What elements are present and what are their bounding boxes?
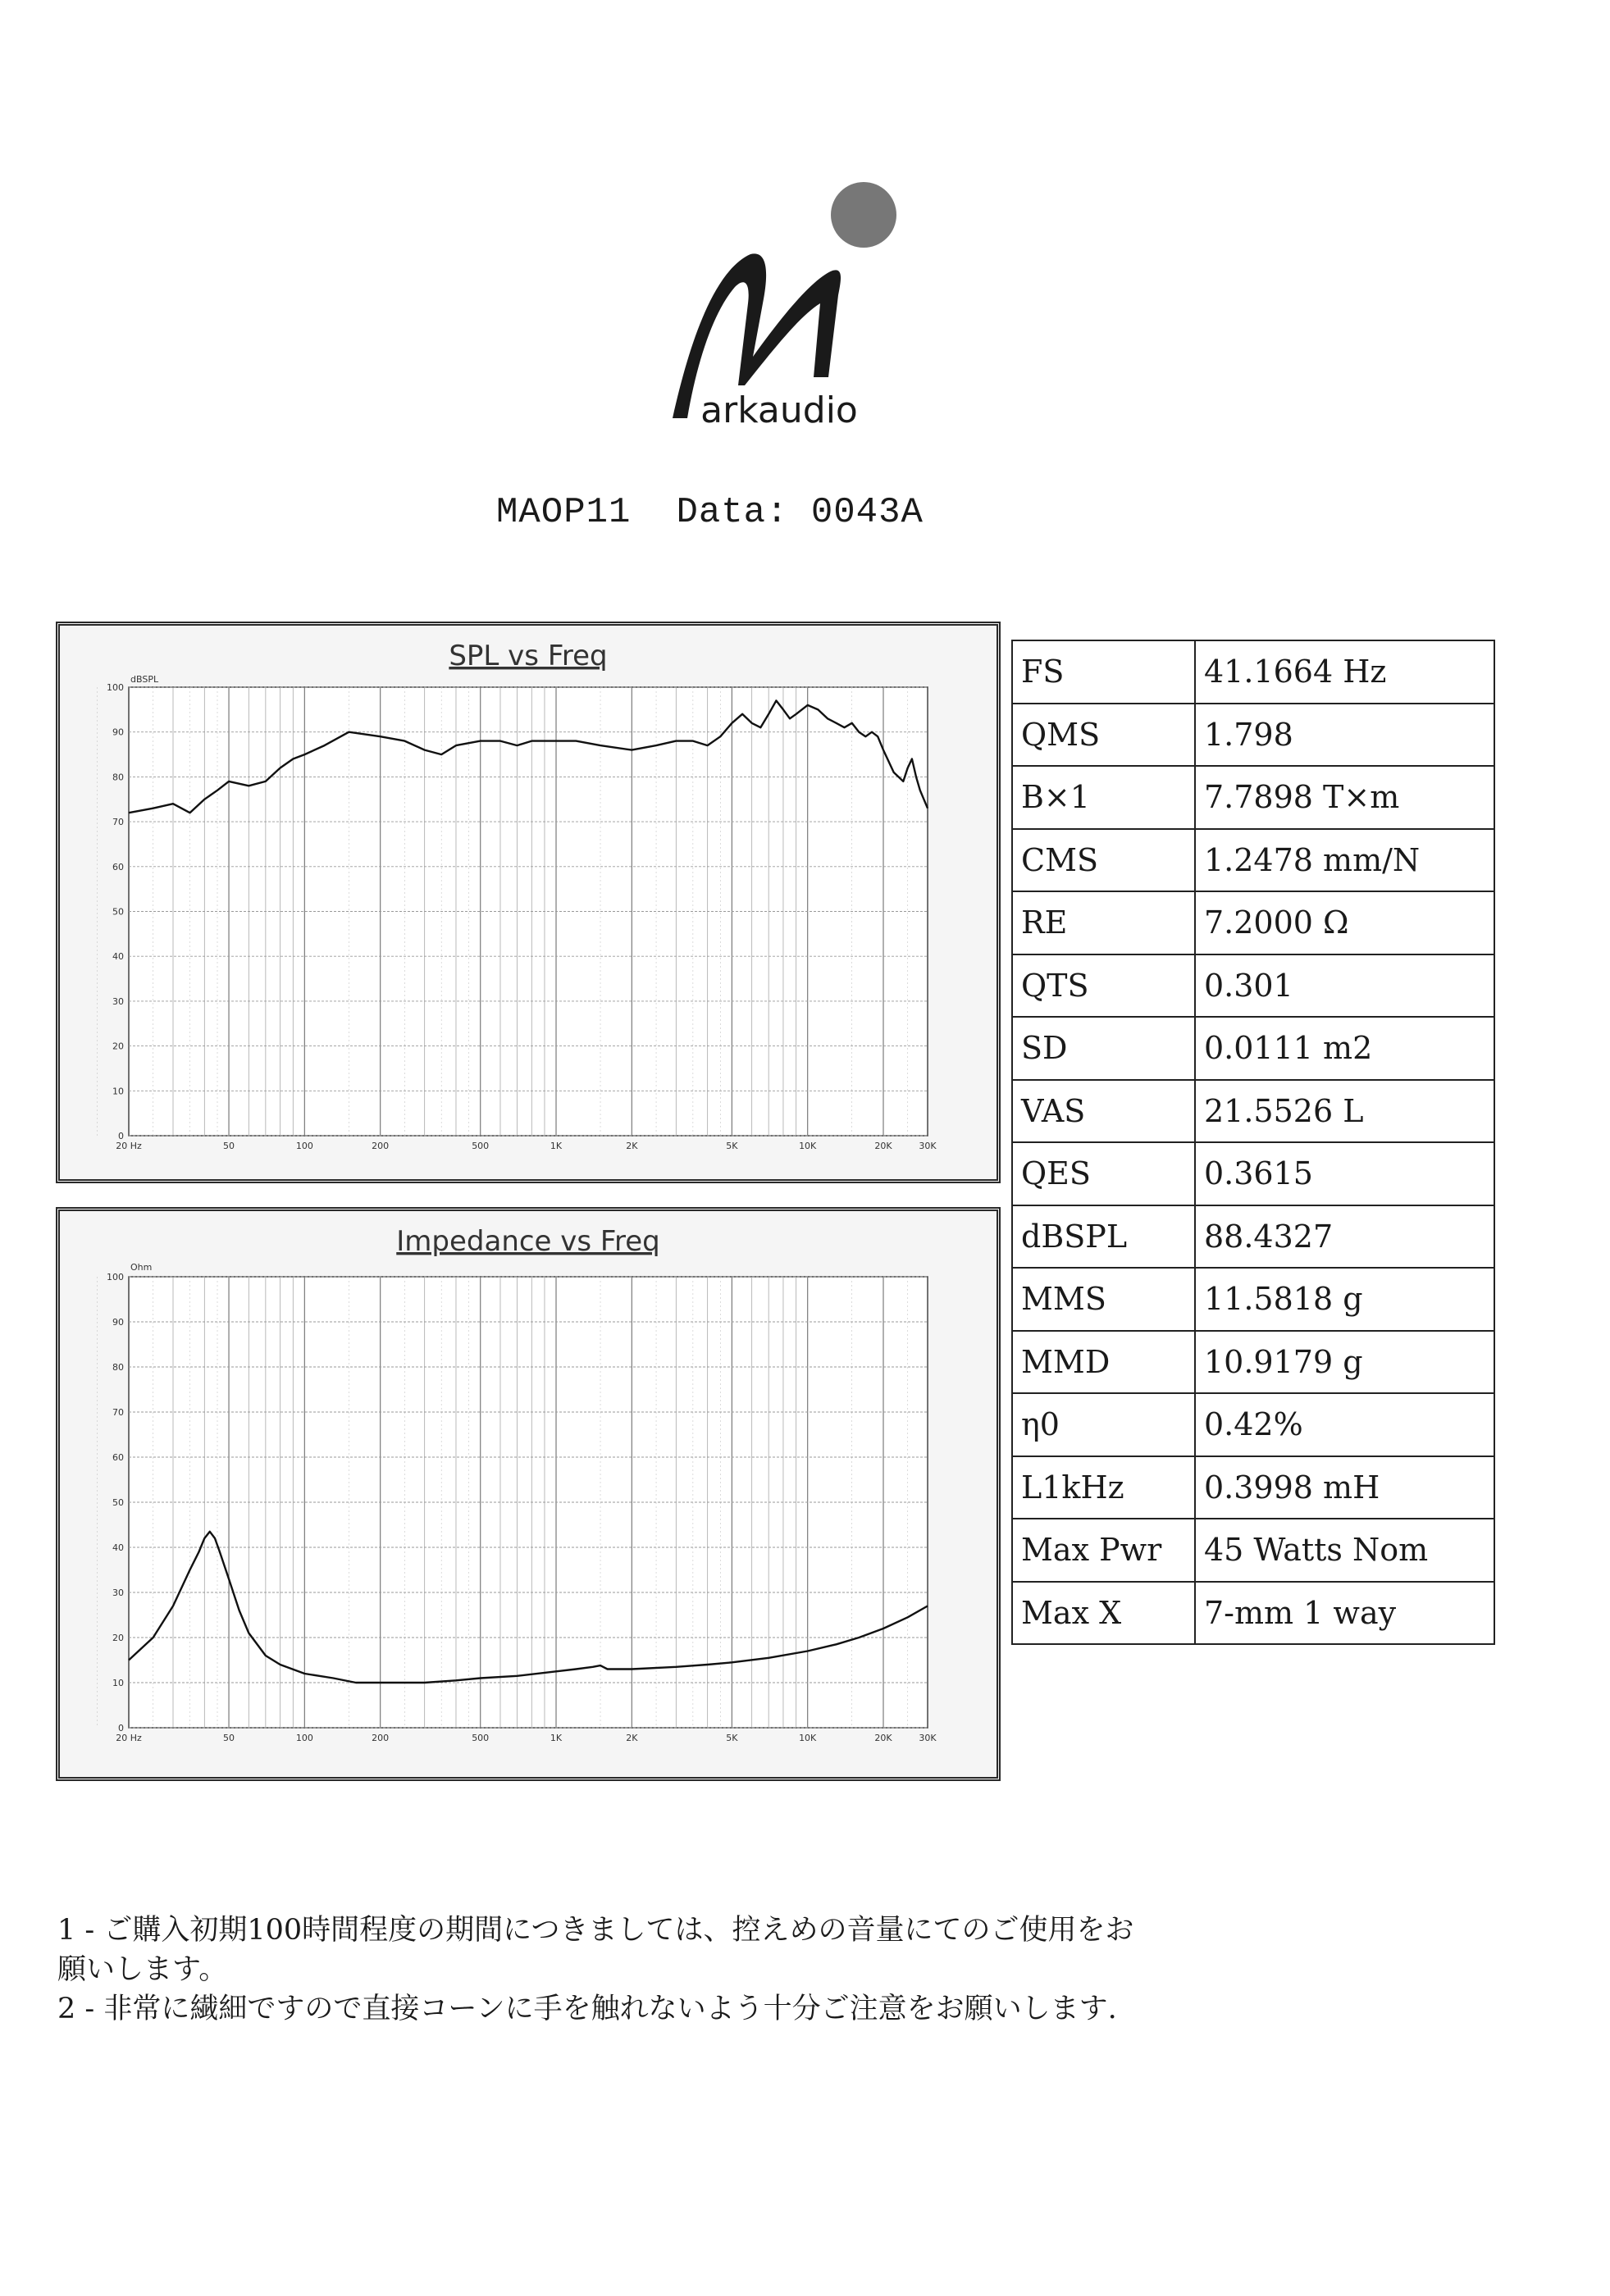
spl-chart-title: SPL vs Freq: [449, 640, 608, 672]
param-value: 0.301: [1195, 954, 1494, 1018]
param-row: [1012, 1017, 1494, 1080]
spl-chart: [56, 622, 1001, 1183]
markaudio-logo: [656, 180, 902, 435]
imp-y-tick-label: 0: [118, 1723, 124, 1733]
param-name: Max Pwr: [1012, 1519, 1195, 1582]
spl-y-tick-label: 100: [107, 682, 124, 693]
impedance-chart: [56, 1207, 1001, 1781]
param-row: [1012, 640, 1494, 704]
param-value: 7-mm 1 way: [1195, 1582, 1494, 1645]
impedance-y-unit: Ohm: [130, 1262, 153, 1273]
spl-x-tick-label: 100: [295, 1141, 313, 1151]
param-value: 45 Watts Nom: [1195, 1519, 1494, 1582]
param-name: FS: [1012, 640, 1195, 704]
param-name: QTS: [1012, 954, 1195, 1018]
spl-y-tick-label: 10: [112, 1086, 124, 1097]
param-value: 88.4327: [1195, 1205, 1494, 1269]
spl-x-tick-label: 10K: [799, 1141, 817, 1151]
spl-x-tick-label: 30K: [919, 1141, 937, 1151]
param-value: 0.3998 mH: [1195, 1456, 1494, 1519]
imp-y-tick-label: 30: [112, 1588, 124, 1598]
param-name: MMS: [1012, 1268, 1195, 1331]
param-row: [1012, 1519, 1494, 1582]
usage-notes: [57, 1911, 1337, 2029]
param-row: [1012, 954, 1494, 1018]
logo-dot: [831, 182, 896, 248]
param-value: 7.2000 Ω: [1195, 891, 1494, 954]
imp-x-tick-label: 20K: [874, 1733, 892, 1743]
param-value: 10.9179 g: [1195, 1331, 1494, 1394]
spl-x-tick-label: 20 Hz: [116, 1141, 142, 1151]
imp-x-tick-label: 100: [295, 1733, 313, 1743]
param-row: [1012, 1205, 1494, 1269]
param-name: QMS: [1012, 704, 1195, 767]
imp-y-tick-label: 70: [112, 1407, 124, 1418]
param-value: 21.5526 L: [1195, 1080, 1494, 1143]
spl-y-tick-label: 20: [112, 1041, 124, 1052]
param-name: η0: [1012, 1393, 1195, 1456]
imp-x-tick-label: 20 Hz: [116, 1733, 142, 1743]
spl-x-tick-label: 50: [223, 1141, 235, 1151]
spl-y-tick-label: 60: [112, 861, 124, 872]
param-row: [1012, 766, 1494, 829]
note-line-1: 1 - ご購入初期100時間程度の期間につきましては、控えめの音量にてのご使用をお: [57, 1914, 1134, 1947]
param-row: [1012, 704, 1494, 767]
spl-y-tick-label: 0: [118, 1131, 124, 1141]
param-name: RE: [1012, 891, 1195, 954]
param-name: QES: [1012, 1142, 1195, 1205]
param-name: MMD: [1012, 1331, 1195, 1394]
param-row: [1012, 1268, 1494, 1331]
param-row: [1012, 829, 1494, 892]
imp-x-tick-label: 10K: [799, 1733, 817, 1743]
spl-y-unit: dBSPL: [130, 674, 159, 685]
spl-x-tick-label: 5K: [726, 1141, 738, 1151]
param-name: SD: [1012, 1017, 1195, 1080]
imp-x-tick-label: 5K: [726, 1733, 738, 1743]
spl-x-tick-label: 200: [372, 1141, 390, 1151]
spl-chart-svg: [60, 626, 997, 1179]
note-line-2: 願いします。: [57, 1953, 228, 1986]
parameter-table-body: [1012, 640, 1494, 1644]
imp-x-tick-label: 50: [223, 1733, 235, 1743]
param-name: Max X: [1012, 1582, 1195, 1645]
data-label: Data: 0043A: [676, 492, 924, 533]
param-row: [1012, 1582, 1494, 1645]
param-row: [1012, 1456, 1494, 1519]
spl-y-tick-label: 40: [112, 951, 124, 963]
param-name: CMS: [1012, 829, 1195, 892]
param-row: [1012, 1331, 1494, 1394]
impedance-chart-svg: [60, 1211, 997, 1777]
param-value: 41.1664 Hz: [1195, 640, 1494, 704]
spl-y-tick-label: 90: [112, 727, 124, 738]
imp-y-tick-label: 20: [112, 1633, 124, 1643]
spl-y-tick-label: 80: [112, 772, 124, 783]
param-row: [1012, 1393, 1494, 1456]
imp-y-tick-label: 10: [112, 1678, 124, 1688]
imp-x-tick-label: 1K: [550, 1733, 563, 1743]
spl-x-tick-label: 1K: [550, 1141, 563, 1151]
imp-y-tick-label: 100: [107, 1272, 124, 1282]
logo-text: arkaudio: [700, 390, 858, 431]
spl-y-tick-label: 70: [112, 817, 124, 828]
spl-x-tick-label: 2K: [626, 1141, 638, 1151]
spl-x-tick-label: 500: [472, 1141, 490, 1151]
param-name: VAS: [1012, 1080, 1195, 1143]
param-row: [1012, 891, 1494, 954]
impedance-chart-title: Impedance vs Freq: [396, 1225, 660, 1258]
spl-x-tick-label: 20K: [874, 1141, 892, 1151]
param-row: [1012, 1142, 1494, 1205]
param-value: 11.5818 g: [1195, 1268, 1494, 1331]
imp-x-tick-label: 2K: [626, 1733, 638, 1743]
spl-y-tick-label: 50: [112, 906, 124, 918]
imp-x-tick-label: 200: [372, 1733, 390, 1743]
model-heading: [496, 492, 969, 533]
thiele-small-parameter-table: [1011, 640, 1495, 1645]
model-name: MAOP11: [496, 492, 632, 533]
imp-x-tick-label: 500: [472, 1733, 490, 1743]
imp-y-tick-label: 60: [112, 1452, 124, 1463]
param-name: B×1: [1012, 766, 1195, 829]
param-name: dBSPL: [1012, 1205, 1195, 1269]
imp-y-tick-label: 90: [112, 1317, 124, 1328]
param-value: 0.42%: [1195, 1393, 1494, 1456]
note-line-3: 2 - 非常に繊細ですので直接コーンに手を触れないよう十分ご注意をお願いします.: [57, 1993, 1117, 2025]
param-value: 7.7898 T×m: [1195, 766, 1494, 829]
param-value: 0.3615: [1195, 1142, 1494, 1205]
param-value: 1.2478 mm/N: [1195, 829, 1494, 892]
imp-y-tick-label: 40: [112, 1542, 124, 1553]
imp-x-tick-label: 30K: [919, 1733, 937, 1743]
param-value: 1.798: [1195, 704, 1494, 767]
param-value: 0.0111 m2: [1195, 1017, 1494, 1080]
imp-y-tick-label: 50: [112, 1497, 124, 1508]
spl-y-tick-label: 30: [112, 995, 124, 1007]
param-row: [1012, 1080, 1494, 1143]
param-name: L1kHz: [1012, 1456, 1195, 1519]
imp-y-tick-label: 80: [112, 1362, 124, 1373]
